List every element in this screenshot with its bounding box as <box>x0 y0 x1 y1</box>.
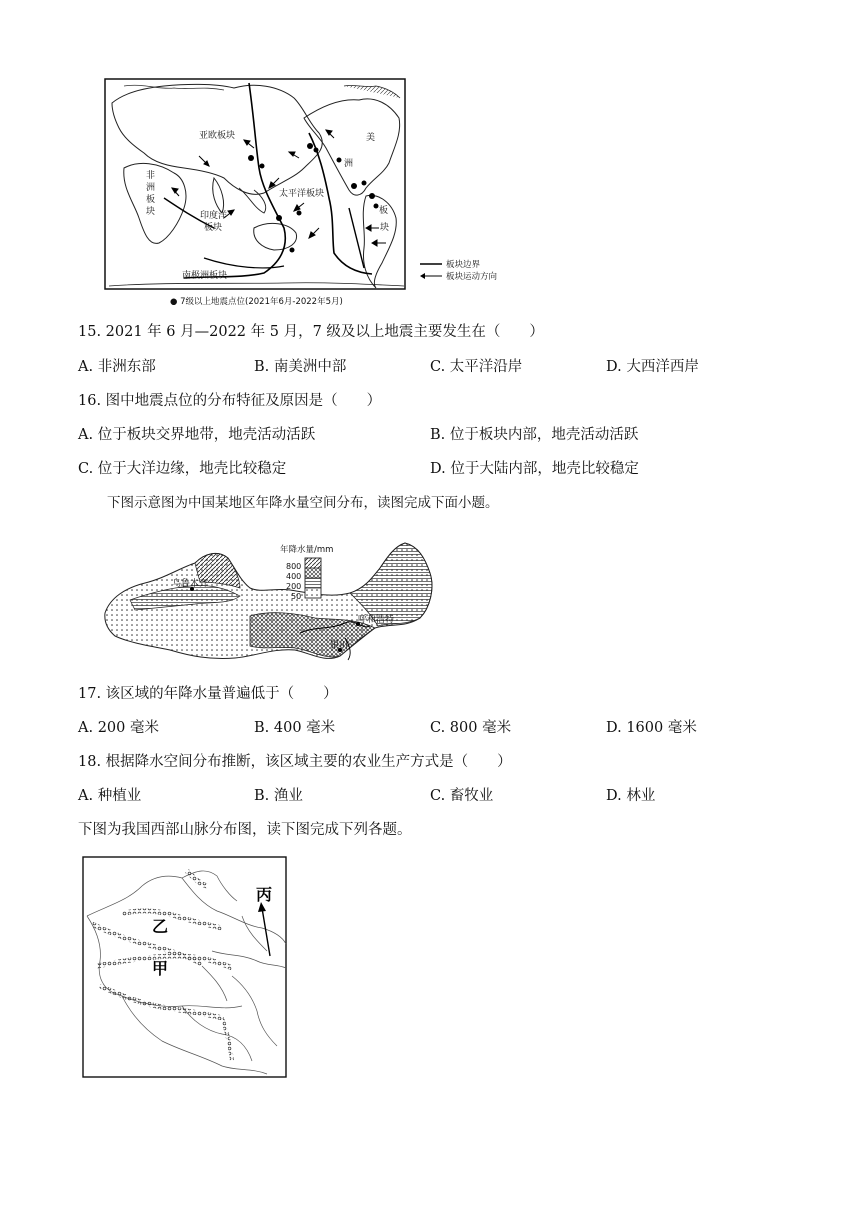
label-african-plate-4: 块 <box>146 207 156 217</box>
label-african-plate-2: 洲 <box>146 183 156 193</box>
q16-stem: 16. 图中地震点位的分布特征及原因是（ ） <box>78 393 382 409</box>
q17-option-a[interactable]: A. 200 毫米 <box>78 720 159 736</box>
q18-option-c[interactable]: C. 畜牧业 <box>430 788 494 804</box>
q16-option-d[interactable]: D. 位于大陆内部，地壳比较稳定 <box>430 461 639 477</box>
label-antarctic-plate: 南极洲板块 <box>182 271 228 281</box>
q15-stem: 15. 2021 年 6 月—2022 年 5 月，7 级及以上地震主要发生在（ ） <box>78 324 544 340</box>
precipitation-map <box>100 538 440 668</box>
label-african-plate-3: 板 <box>146 195 156 205</box>
q18-option-b[interactable]: B. 渔业 <box>254 788 303 804</box>
q15-option-d[interactable]: D. 大西洋西岸 <box>606 359 699 375</box>
q15-option-b[interactable]: B. 南美洲中部 <box>254 359 347 375</box>
intro-mountains: 下图为我国西部山脉分布图，读下图完成下列各题。 <box>78 822 412 838</box>
city-hohhot: 呼和浩特 <box>358 615 395 625</box>
australia-outline <box>254 223 297 250</box>
label-african-plate-1: 非 <box>146 171 156 181</box>
label-indian-ocean-plate-2: 板块 <box>204 223 223 233</box>
q18-option-d[interactable]: D. 林业 <box>606 788 656 804</box>
q15-option-c[interactable]: C. 太平洋沿岸 <box>430 359 523 375</box>
legend-motion-arrow <box>420 273 425 279</box>
q18-stem: 18. 根据降水空间分布推断，该区域主要的农业生产方式是（ ） <box>78 754 512 770</box>
intro-precipitation: 下图示意图为中国某地区年降水量空间分布，读图完成下面小题。 <box>107 495 499 511</box>
precip-legend-800: 800 <box>286 562 302 571</box>
label-eurasian-plate: 亚欧板块 <box>199 131 236 141</box>
q17-stem: 17. 该区域的年降水量普遍低于（ ） <box>78 686 338 702</box>
mountain-map <box>82 856 288 1080</box>
label-jia: 甲 <box>152 959 169 978</box>
precip-legend-title: 年降水量/mm <box>280 545 334 555</box>
q16-option-c[interactable]: C. 位于大洋边缘，地壳比较稳定 <box>78 461 287 477</box>
legend-motion-label: 板块运动方向 <box>446 272 498 282</box>
label-indian-ocean-plate-1: 印度洋 <box>200 211 228 221</box>
city-yinchuan: 银川 <box>330 641 349 651</box>
q17-option-d[interactable]: D. 1600 毫米 <box>606 720 697 736</box>
precipitation-map-figure <box>100 538 440 668</box>
label-america-1: 美 <box>366 133 376 143</box>
precip-legend-50: 50 <box>291 592 302 601</box>
precip-legend-200: 200 <box>286 582 302 591</box>
label-pacific-plate: 太平洋板块 <box>279 189 325 199</box>
q17-option-b[interactable]: B. 400 毫米 <box>254 720 336 736</box>
q16-option-b[interactable]: B. 位于板块内部，地壳活动活跃 <box>430 427 639 443</box>
plate-map <box>104 78 524 310</box>
q18-option-a[interactable]: A. 种植业 <box>78 788 142 804</box>
precip-legend-400: 400 <box>286 572 302 581</box>
mountain-map-figure <box>82 856 288 1080</box>
city-urumqi: 乌鲁木齐 <box>172 579 209 589</box>
label-yi: 乙 <box>152 917 169 936</box>
plate-map-caption: ● 7级以上地震点位(2021年6月-2022年5月) <box>170 297 343 307</box>
label-america-3: 板 <box>379 206 389 216</box>
label-america-2: 洲 <box>344 159 354 169</box>
legend-boundary-label: 板块边界 <box>446 260 481 270</box>
label-america-4: 块 <box>380 223 390 233</box>
north-america-outline <box>304 99 400 195</box>
q17-option-c[interactable]: C. 800 毫米 <box>430 720 512 736</box>
plate-map-figure <box>104 78 524 310</box>
label-bing: 丙 <box>256 885 273 904</box>
q16-option-a[interactable]: A. 位于板块交界地带，地壳活动活跃 <box>78 427 316 443</box>
q15-option-a[interactable]: A. 非洲东部 <box>78 359 156 375</box>
